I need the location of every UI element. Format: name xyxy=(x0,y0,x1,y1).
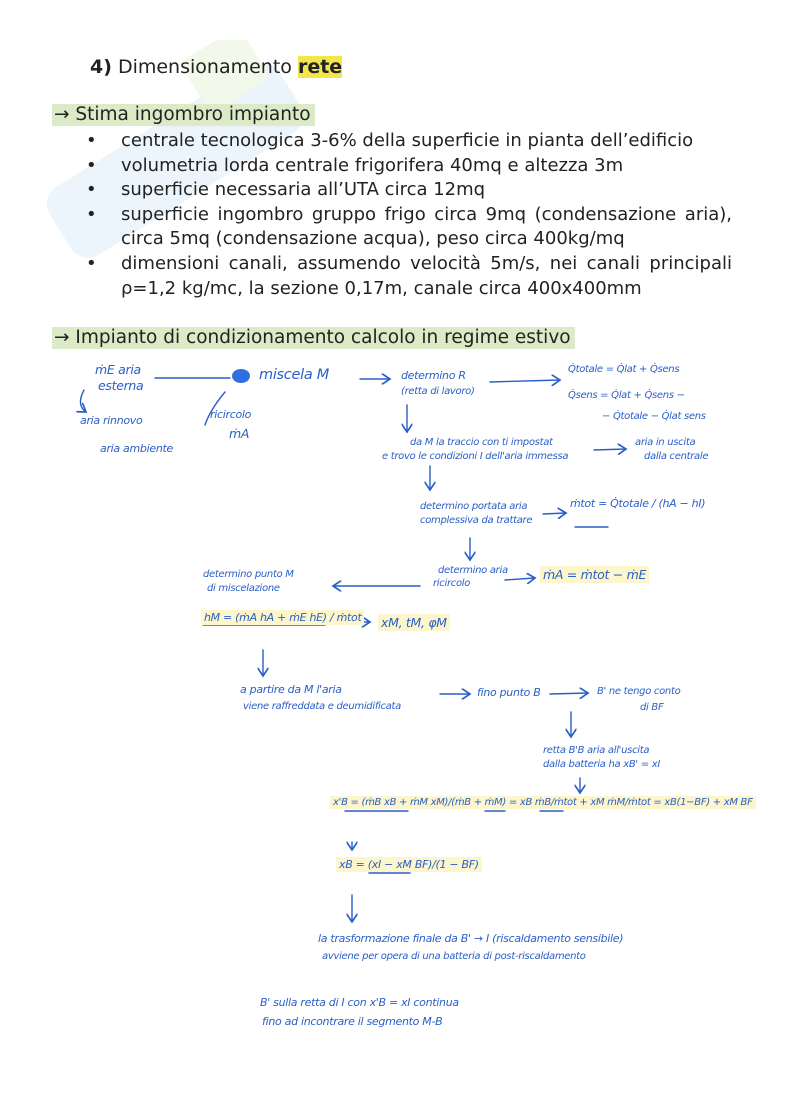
list-item: • dimensioni canali, assumendo velocità 5m/s, nei canali principali ρ=1,2 kg/mc, la sezione 0,17m, canale circa 400x400mm xyxy=(86,252,732,301)
hw-ricircolo: ricircolo xyxy=(210,408,252,421)
hw-q-totale: Q̇totale = Q̇lat + Q̇sens xyxy=(568,364,680,375)
hw-det-aria-2: ricircolo xyxy=(433,578,471,589)
hw-retta-i-1: B' sulla retta di I con x'B = xI continua xyxy=(260,996,459,1009)
hw-aria-uscita-2: dalla centrale xyxy=(644,451,709,462)
hw-aria-ambiente: aria ambiente xyxy=(100,442,173,455)
hw-aria-rinnovo: aria rinnovo xyxy=(80,414,143,427)
hw-retta-lavoro: (retta di lavoro) xyxy=(401,386,475,397)
hw-det-aria-1: determino aria xyxy=(438,565,508,576)
hw-q-sens: Q̇sens = Q̇lat + Q̇sens − xyxy=(568,390,685,401)
hw-mtot-formula: ṁtot = Q̇totale / (hA − hI) xyxy=(570,497,706,510)
list-item: • volumetria lorda centrale frigorifera 40mq e altezza 3m xyxy=(86,154,732,179)
hw-da-m-2: e trovo le condizioni I dell'aria immessa xyxy=(382,451,569,462)
list-item: • superficie necessaria all’UTA circa 12mq xyxy=(86,178,732,203)
hw-xm-result: xM, tM, φM xyxy=(378,614,450,631)
hw-xb-solved: xB = (xI − xM BF)/(1 − BF) xyxy=(336,857,482,872)
list-item: • centrale tecnologica 3-6% della superficie in pianta dell’edificio xyxy=(86,129,732,154)
heading-text: Dimensionamento xyxy=(117,56,292,78)
hw-q-minus: − Q̇totale − Q̇lat sens xyxy=(602,411,706,422)
section-title-ingombro: → Stima ingombro impianto xyxy=(52,104,315,126)
heading-highlight: rete xyxy=(297,56,343,78)
hw-trasf-1: la trasformazione finale da B' → I (riscaldamento sensibile) xyxy=(318,932,624,945)
hw-ma: ṁA xyxy=(229,426,250,441)
hw-retta-b-2: dalla batteria ha xB' = xI xyxy=(543,759,660,770)
hw-trasf-2: avviene per opera di una batteria di post-riscaldamento xyxy=(322,951,586,962)
hw-aria-uscita-1: aria in uscita xyxy=(635,437,696,448)
hw-det-punto-2: di miscelazione xyxy=(207,583,280,594)
hw-xb-formula: x'B = (ṁB xB + ṁM xM)/(ṁB + ṁM) = xB ṁB/ṁtot + xM ṁM/ṁtot = xB(1−BF) + xM BF xyxy=(330,796,756,809)
hw-da-m-1: da M la traccio con ti impostat xyxy=(410,437,553,448)
hw-b-prime-2: di BF xyxy=(640,702,664,713)
hw-esterna: esterna xyxy=(98,378,144,393)
hw-b-prime-1: B' ne tengo conto xyxy=(597,686,681,697)
hw-det-punto-1: determino punto M xyxy=(203,569,294,580)
hw-fino-b: fino punto B xyxy=(477,686,541,699)
hw-retta-b-1: retta B'B aria all'uscita xyxy=(543,745,650,756)
section-title-condizionamento: → Impianto di condizionamento calcolo in regime estivo xyxy=(52,327,575,349)
hw-hm-formula: hM = (ṁA hA + ṁE hE) / ṁtot xyxy=(201,610,364,625)
hw-determino-r: determino R xyxy=(401,369,466,382)
hw-portata-1: determino portata aria xyxy=(420,501,528,512)
hw-ma-formula: ṁA = ṁtot − ṁE xyxy=(540,566,649,583)
hw-retta-i-2: fino ad incontrare il segmento M-B xyxy=(262,1015,443,1028)
hw-partire-1: a partire da M l'aria xyxy=(240,683,342,696)
hw-partire-2: viene raffreddata e deumidificata xyxy=(243,701,402,712)
hw-miscela: miscela M xyxy=(259,367,329,383)
hw-portata-2: complessiva da trattare xyxy=(420,515,533,526)
mixing-dot xyxy=(232,369,250,383)
heading-number: 4) xyxy=(90,56,112,78)
list-item: • superficie ingombro gruppo frigo circa 9mq (condensazione aria), circa 5mq (condensazione acqua), peso circa 400kg/mq xyxy=(86,203,732,252)
hw-me-aria: ṁE aria xyxy=(95,362,141,377)
